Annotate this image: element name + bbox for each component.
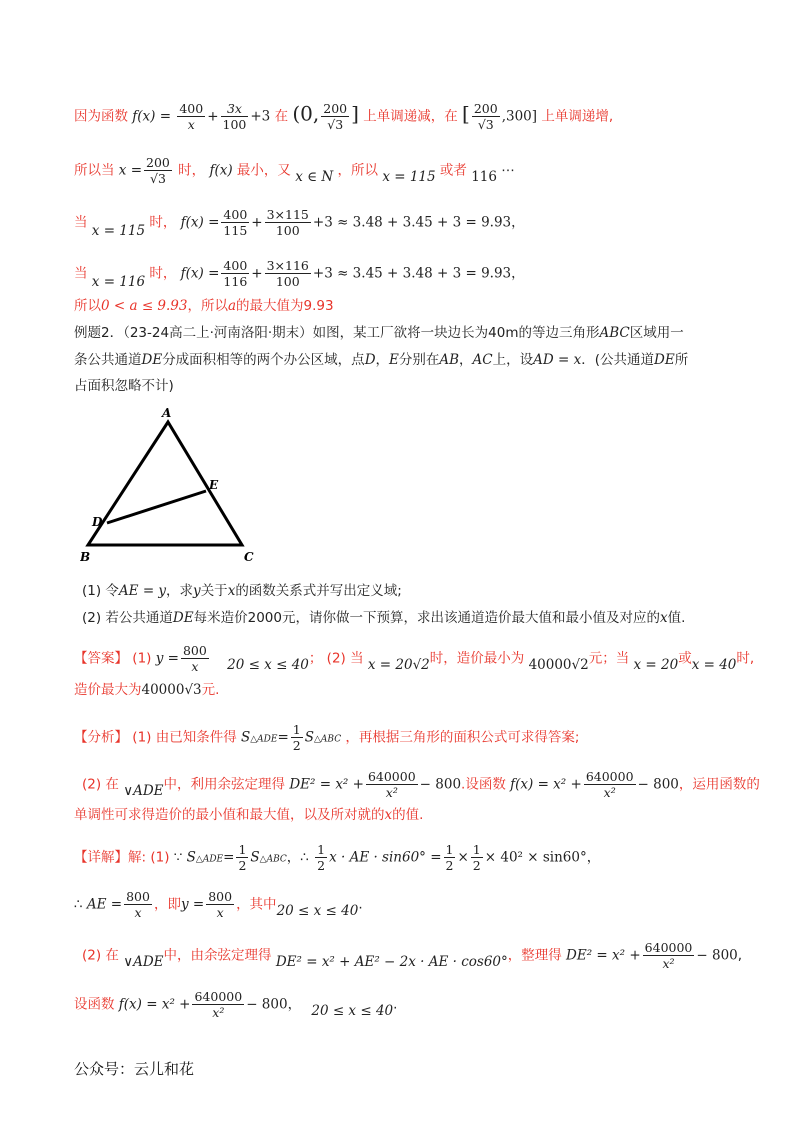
text: 的函数关系式并写出定义域;	[235, 583, 402, 599]
text: 区域用一	[629, 325, 684, 341]
num: 640000	[585, 769, 634, 784]
fraction	[181, 643, 209, 674]
den: 116	[223, 274, 248, 289]
math: y =	[180, 896, 205, 913]
math: ∵	[173, 849, 183, 866]
math: − 800	[246, 996, 288, 1013]
text: 元.	[201, 682, 220, 698]
text: 所	[674, 352, 689, 368]
math: DE	[654, 352, 675, 368]
analysis-line-1	[74, 722, 579, 753]
fraction	[366, 769, 418, 800]
text: 值.	[667, 610, 686, 626]
text: ，整理得	[507, 947, 562, 964]
math: x = 115	[91, 222, 146, 239]
math: E	[389, 352, 399, 368]
detail-line-4	[74, 989, 397, 1020]
den: 2	[317, 858, 326, 873]
math: ∴	[74, 896, 83, 913]
text: ，所以	[187, 298, 228, 314]
line-min	[74, 155, 515, 186]
fraction	[291, 722, 303, 753]
num: 3×115	[266, 207, 309, 222]
text: (1) 令	[82, 583, 119, 599]
fraction	[221, 207, 249, 238]
text: ，	[511, 265, 525, 282]
num: 400	[223, 258, 248, 273]
math: − 800	[696, 947, 738, 964]
label-b: B	[80, 550, 91, 564]
math: =	[223, 849, 235, 866]
math: ABC	[599, 325, 630, 341]
text: 所以	[74, 298, 101, 314]
example-line-3	[74, 377, 174, 395]
text: ，求	[166, 583, 194, 599]
math: △ADE	[195, 854, 224, 865]
text: (2) 若公共通道	[82, 610, 173, 626]
text: ，	[287, 996, 302, 1013]
text: 所以当	[74, 162, 115, 179]
den: 2	[238, 858, 247, 873]
den: 2	[445, 858, 454, 873]
den: 100	[275, 274, 300, 289]
math-fx: f(x) =	[132, 108, 172, 125]
fraction	[315, 842, 327, 873]
math: y =	[155, 650, 179, 667]
text: ，其中	[236, 896, 277, 913]
math: ∨ADE	[123, 782, 164, 799]
den: 2	[472, 858, 481, 873]
fraction	[584, 769, 636, 800]
text: 当	[74, 265, 88, 282]
text: (1)	[132, 650, 152, 667]
text: 每米造价2000元，请你做一下预算，求出该通道造价最大值和最小值及对应的	[193, 610, 660, 626]
fraction	[444, 842, 456, 873]
den: x²	[603, 785, 616, 800]
answer-tag: 【答案】	[74, 650, 128, 667]
label-c: C	[244, 550, 254, 564]
text: (2) 在	[82, 947, 119, 964]
text: ，	[511, 214, 525, 231]
text: 设函数	[74, 996, 115, 1013]
num: 1	[317, 842, 326, 857]
math: ∨ADE	[123, 953, 164, 970]
fraction	[321, 101, 349, 132]
math: f(x) =	[180, 265, 220, 282]
math: x	[659, 610, 668, 626]
fraction	[177, 101, 205, 132]
den: √3	[149, 171, 166, 186]
fraction	[472, 101, 500, 132]
math: x = 40	[691, 656, 737, 673]
detail-line-1	[74, 842, 600, 873]
text: (1)	[150, 849, 170, 866]
num: 800	[182, 643, 207, 658]
num: 3x	[221, 101, 249, 117]
num: 1	[238, 842, 247, 857]
line-x115: 当 x = 115 时， f(x) = $\frac{400}{115}$ + $\frac{3\times 115}{100}$ +3 ≈ 3.48 + 3.45 + 3 = 9.93，	[74, 207, 525, 239]
text: 单调性可求得造价的最小值和最大值，以及所对就的	[74, 807, 385, 823]
text: 时，	[178, 162, 206, 179]
num: 200	[146, 155, 170, 170]
math: [	[462, 101, 470, 126]
triangle-abc	[88, 422, 242, 545]
math: ]	[351, 101, 359, 126]
num: 1	[472, 842, 481, 857]
text: 因为函数	[74, 108, 128, 125]
text: (1) 由已知条件得	[132, 729, 237, 746]
text: (2) 当	[326, 650, 364, 667]
fraction	[643, 940, 695, 971]
math: x =	[118, 162, 143, 179]
den: x	[134, 905, 142, 920]
text: 时，造价最小为	[429, 650, 525, 667]
num: 200	[473, 101, 498, 116]
math: × 40² × sin60°	[484, 849, 587, 866]
line-monotonic: 因为函数 f(x) = $\frac{400}{x}$ + $\frac{3x}{100}$ +3 在 (0, $\frac{200}{√3}$ ] 上单调递减，在 [ $\frac{200}{√3}$ ,300] 上单调递增,	[74, 101, 614, 132]
fraction	[144, 155, 172, 186]
den: 2	[292, 738, 301, 753]
math: +3	[250, 108, 271, 125]
detail-line-3	[82, 940, 742, 971]
den: 100	[275, 223, 300, 238]
math: △ABC	[259, 854, 287, 865]
text: 上单调递减，在	[363, 108, 458, 125]
example-line-1	[74, 324, 684, 342]
math: x · AE · sin60° =	[329, 849, 442, 866]
den: x	[191, 659, 199, 674]
num: 640000	[194, 989, 243, 1004]
text: 元；当	[588, 650, 630, 667]
text: ，	[375, 352, 390, 368]
math: △ADE	[250, 734, 278, 745]
text: ,	[737, 947, 743, 964]
analysis-line-2	[82, 769, 760, 800]
math: y	[193, 583, 201, 599]
math: x = 116	[91, 273, 146, 290]
text: 条公共通道	[74, 352, 142, 368]
text: 时,	[736, 650, 755, 667]
math: AE = y	[118, 583, 167, 599]
fraction	[192, 989, 244, 1020]
math: x ∈ N	[295, 168, 334, 185]
math: DE² = x² + AE² − 2x · AE · cos60°	[275, 953, 508, 970]
text: 的最大值为	[236, 298, 304, 314]
num: 800	[126, 889, 150, 904]
detail-line-2	[74, 889, 363, 920]
text: 最小，又	[236, 162, 291, 179]
fraction	[221, 258, 249, 289]
answer-line-2	[74, 681, 219, 699]
fraction	[236, 842, 248, 873]
text: 造价最大为	[74, 682, 142, 698]
example-line-2	[74, 351, 688, 369]
answer-line-1	[74, 643, 754, 674]
math: ,300]	[501, 108, 538, 125]
text: 分成面积相等的两个办公区域，点	[162, 352, 365, 368]
math: 0 < a ≤ 9.93	[101, 298, 188, 314]
label-e: E	[209, 478, 219, 492]
fraction	[124, 889, 152, 920]
den: 100	[222, 117, 247, 132]
math: DE² = x² +	[289, 776, 364, 793]
text: 当	[74, 214, 88, 231]
line-x116: 当 x = 116 时， f(x) = $\frac{400}{116}$ + $\frac{3\times 116}{100}$ +3 ≈ 3.45 + 3.48 + 3 = 9.93，	[74, 258, 525, 290]
num: 1	[445, 842, 454, 857]
triangle-figure	[80, 405, 260, 565]
text: 或者	[439, 162, 467, 179]
math: 116	[471, 168, 497, 185]
math: AE =	[86, 896, 123, 913]
math: AC	[472, 352, 493, 368]
math: DE	[141, 352, 163, 368]
math: △ABC	[314, 734, 342, 745]
math: AD = x	[533, 352, 582, 368]
math: S	[186, 849, 196, 866]
math: =	[277, 729, 289, 746]
num: 3×116	[266, 258, 309, 273]
math: 20 ≤ x ≤ 40	[227, 656, 309, 673]
den: x	[187, 117, 195, 132]
text: 时，	[149, 265, 177, 282]
text: 解:	[128, 849, 147, 866]
math: a	[227, 298, 237, 314]
analysis-tag: 【分析】	[74, 729, 128, 746]
text: ；	[308, 650, 323, 667]
segment-de	[107, 491, 206, 523]
math: x = 20	[633, 656, 679, 673]
text: 时，	[149, 214, 177, 231]
text: 上单调递增,	[541, 108, 614, 125]
text: ，	[459, 352, 473, 368]
num: 800	[208, 889, 233, 904]
den: x²	[212, 1005, 225, 1020]
math: 40000√2	[528, 656, 589, 673]
fraction	[471, 842, 483, 873]
text: .	[393, 996, 398, 1013]
den: 115	[223, 223, 248, 238]
text: .设函数	[461, 776, 506, 793]
text: 或	[678, 650, 692, 667]
num: 200	[323, 101, 348, 116]
analysis-line-3	[74, 806, 423, 824]
detail-tag: 【详解】	[74, 849, 128, 866]
math: S	[304, 729, 314, 746]
num: 1	[292, 722, 301, 737]
text: ，所以	[337, 162, 379, 179]
math: ，∴	[286, 849, 309, 866]
question-2	[82, 609, 685, 627]
text: 在	[274, 108, 289, 125]
line-conclusion	[74, 297, 334, 315]
text: 中，利用余弦定理得	[163, 776, 286, 793]
den: x	[216, 905, 224, 920]
math: x = 20√2	[367, 656, 430, 673]
text: 上，设	[492, 352, 534, 368]
math: 40000√3	[141, 682, 202, 698]
math: AB	[439, 352, 460, 368]
text: ．(公共通道	[581, 352, 655, 368]
math: +3 ≈ 3.45 + 3.48 + 3 = 9.93	[312, 265, 512, 282]
footer-watermark: 公众号：云儿和花	[74, 1060, 195, 1078]
math: +3 ≈ 3.48 + 3.45 + 3 = 9.93	[312, 214, 512, 231]
text: 占面积忽略不计)	[74, 378, 174, 394]
fraction	[265, 258, 311, 289]
math: (0,	[292, 101, 320, 126]
math: f(x)	[209, 162, 233, 179]
text: 中，由余弦定理得	[163, 947, 272, 964]
text: (2) 在	[82, 776, 119, 793]
label-d: D	[92, 515, 103, 529]
den: √3	[477, 117, 494, 132]
num: 400	[223, 207, 248, 222]
text: 的值.	[392, 807, 424, 823]
math: f(x) =	[180, 214, 220, 231]
math: x	[384, 807, 393, 823]
num: 400	[179, 101, 204, 116]
den: √3	[327, 117, 344, 132]
math: x	[227, 583, 236, 599]
text: ，运用函数的	[678, 776, 760, 793]
math: DE² = x² +	[566, 947, 641, 964]
text: 9.93	[303, 298, 334, 314]
math: − 800	[637, 776, 679, 793]
math: 20 ≤ x ≤ 40	[276, 902, 359, 919]
math: 20 ≤ x ≤ 40	[311, 1002, 394, 1019]
math: f(x) = x² +	[510, 776, 582, 793]
den: x²	[385, 785, 398, 800]
math: DE	[172, 610, 194, 626]
text: ⋯	[501, 162, 515, 179]
math: ×	[457, 849, 469, 866]
num: 640000	[644, 940, 693, 955]
num: 640000	[367, 769, 416, 784]
text: ，即	[153, 896, 181, 913]
question-1	[82, 582, 402, 600]
fraction	[265, 207, 311, 238]
text: ，	[586, 849, 601, 866]
den: x²	[662, 956, 675, 971]
math: S	[241, 729, 251, 746]
math: S	[250, 849, 260, 866]
text: .	[358, 896, 363, 913]
fraction	[206, 889, 234, 920]
label-a: A	[162, 406, 172, 420]
math: f(x) = x² +	[118, 996, 191, 1013]
text: 例题2．（23-24高二上·河南洛阳·期末）如图，某工厂欲将一块边长为40m的等边三角形	[74, 325, 600, 341]
fraction	[221, 101, 249, 132]
math: D	[364, 352, 376, 368]
text: ，再根据三角形的面积公式可求得答案;	[345, 729, 580, 746]
math: − 800	[419, 776, 462, 793]
text: 分别在	[398, 352, 440, 368]
math: x = 115	[382, 168, 436, 185]
text: 关于	[200, 583, 228, 599]
